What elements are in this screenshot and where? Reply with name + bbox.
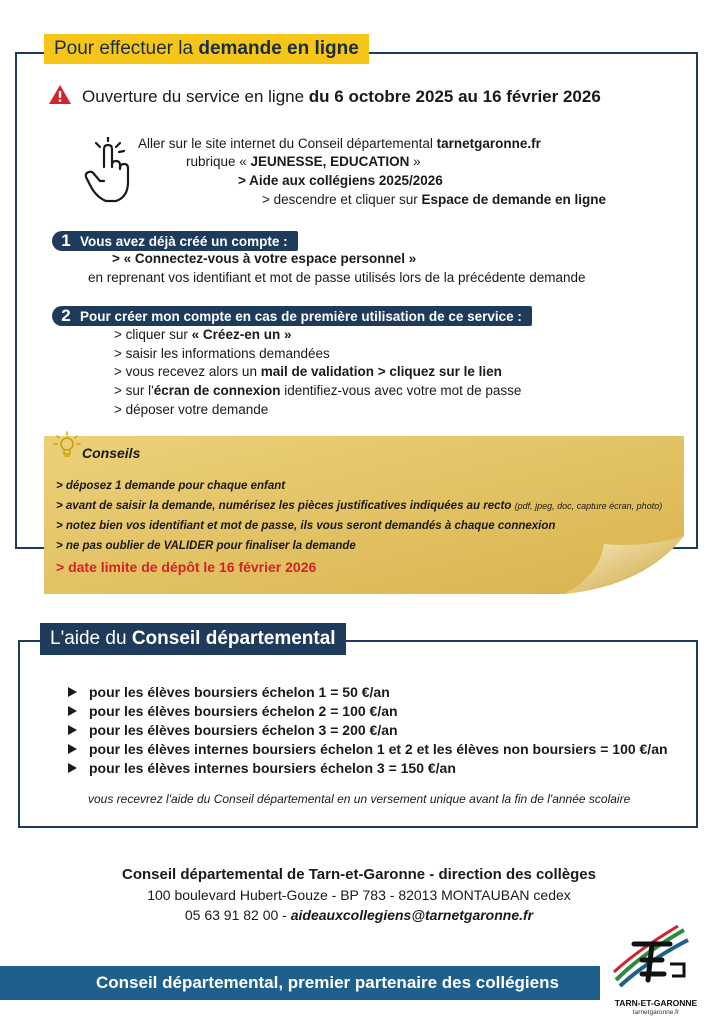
- bottom-banner: Conseil départemental, premier partenaire des collégiens: [0, 966, 600, 1000]
- aid-item: pour les élèves boursiers échelon 1 = 50 €/an: [68, 684, 390, 700]
- logo-url: tarnetgaronne.fr: [632, 1009, 680, 1016]
- triangle-bullet-icon: [68, 725, 77, 735]
- aid-note: vous recevrez l'aide du Conseil départemental en un versement unique avant la fin de l'année scolaire: [88, 792, 631, 806]
- footer-org: Conseil départemental de Tarn-et-Garonne - direction des collèges: [122, 866, 596, 883]
- site-line-2: rubrique « JEUNESSE, EDUCATION »: [186, 154, 421, 169]
- conseils-note: [44, 436, 684, 594]
- tip-2: > avant de saisir la demande, numérisez les pièces justificatives indiquées au recto (pdf, jpeg, doc, capture écran, photo): [56, 500, 663, 512]
- step2-line5: > déposer votre demande: [114, 402, 269, 417]
- triangle-bullet-icon: [68, 706, 77, 716]
- step2-line4: > sur l'écran de connexion identifiez-vous avec votre mot de passe: [114, 383, 522, 398]
- logo-name: TARN-ET-GARONNE: [614, 998, 698, 1008]
- aid-item: pour les élèves boursiers échelon 2 = 100 €/an: [68, 703, 398, 719]
- step2-badge: 2 Pour créer mon compte en cas de première utilisation de ce service :: [52, 306, 532, 326]
- tip-3: > notez bien vos identifiant et mot de passe, ils vous seront demandés à chaque connexion: [56, 520, 556, 532]
- hand-pointer-icon: [82, 137, 134, 205]
- triangle-bullet-icon: [68, 744, 77, 754]
- warning-icon: [48, 84, 72, 105]
- site-line-3: > Aide aux collégiens 2025/2026: [238, 173, 443, 188]
- deadline: > date limite de dépôt le 16 février 2026: [56, 559, 317, 575]
- aid-item: pour les élèves boursiers échelon 3 = 200 €/an: [68, 722, 398, 738]
- aid-title: L'aide du Conseil départemental: [40, 623, 346, 655]
- conseils-title: Conseils: [82, 445, 141, 461]
- tip-1: > déposez 1 demande pour chaque enfant: [56, 480, 286, 492]
- opening-notice: Ouverture du service en ligne du 6 octobre 2025 au 16 février 2026: [48, 84, 601, 107]
- footer-contact: 05 63 91 82 00 - aideauxcollegiens@tarnetgaronne.fr: [184, 907, 534, 923]
- site-line-1: Aller sur le site internet du Conseil départemental tarnetgaronne.fr: [138, 136, 541, 151]
- triangle-bullet-icon: [68, 763, 77, 773]
- email-link[interactable]: aideauxcollegiens@tarnetgaronne.fr: [290, 907, 534, 923]
- triangle-bullet-icon: [68, 687, 77, 697]
- step1-badge: 1 Vous avez déjà créé un compte :: [52, 231, 298, 251]
- step2-line3: > vous recevez alors un mail de validation > cliquez sur le lien: [114, 364, 502, 379]
- aid-item: pour les élèves internes boursiers échelon 1 et 2 et les élèves non boursiers = 100 €/an: [68, 741, 668, 757]
- aid-item: pour les élèves internes boursiers échelon 3 = 150 €/an: [68, 760, 456, 776]
- step2-line2: > saisir les informations demandées: [114, 346, 330, 361]
- step1-line1: > « Connectez-vous à votre espace personnel »: [112, 251, 417, 266]
- online-request-title: Pour effectuer la demande en ligne: [44, 34, 369, 64]
- tip-4: > ne pas oublier de VALIDER pour finaliser la demande: [56, 540, 356, 552]
- step1-line2: en reprenant vos identifiant et mot de passe utilisés lors de la précédente demande: [88, 270, 586, 285]
- footer-address: 100 boulevard Hubert-Gouze - BP 783 - 82013 MONTAUBAN cedex: [147, 887, 571, 903]
- site-line-4: > descendre et cliquer sur Espace de demande en ligne: [262, 192, 607, 207]
- step2-line1: > cliquer sur « Créez-en un »: [114, 327, 292, 342]
- tarn-et-garonne-logo: [612, 924, 692, 994]
- lightbulb-icon: [52, 430, 82, 460]
